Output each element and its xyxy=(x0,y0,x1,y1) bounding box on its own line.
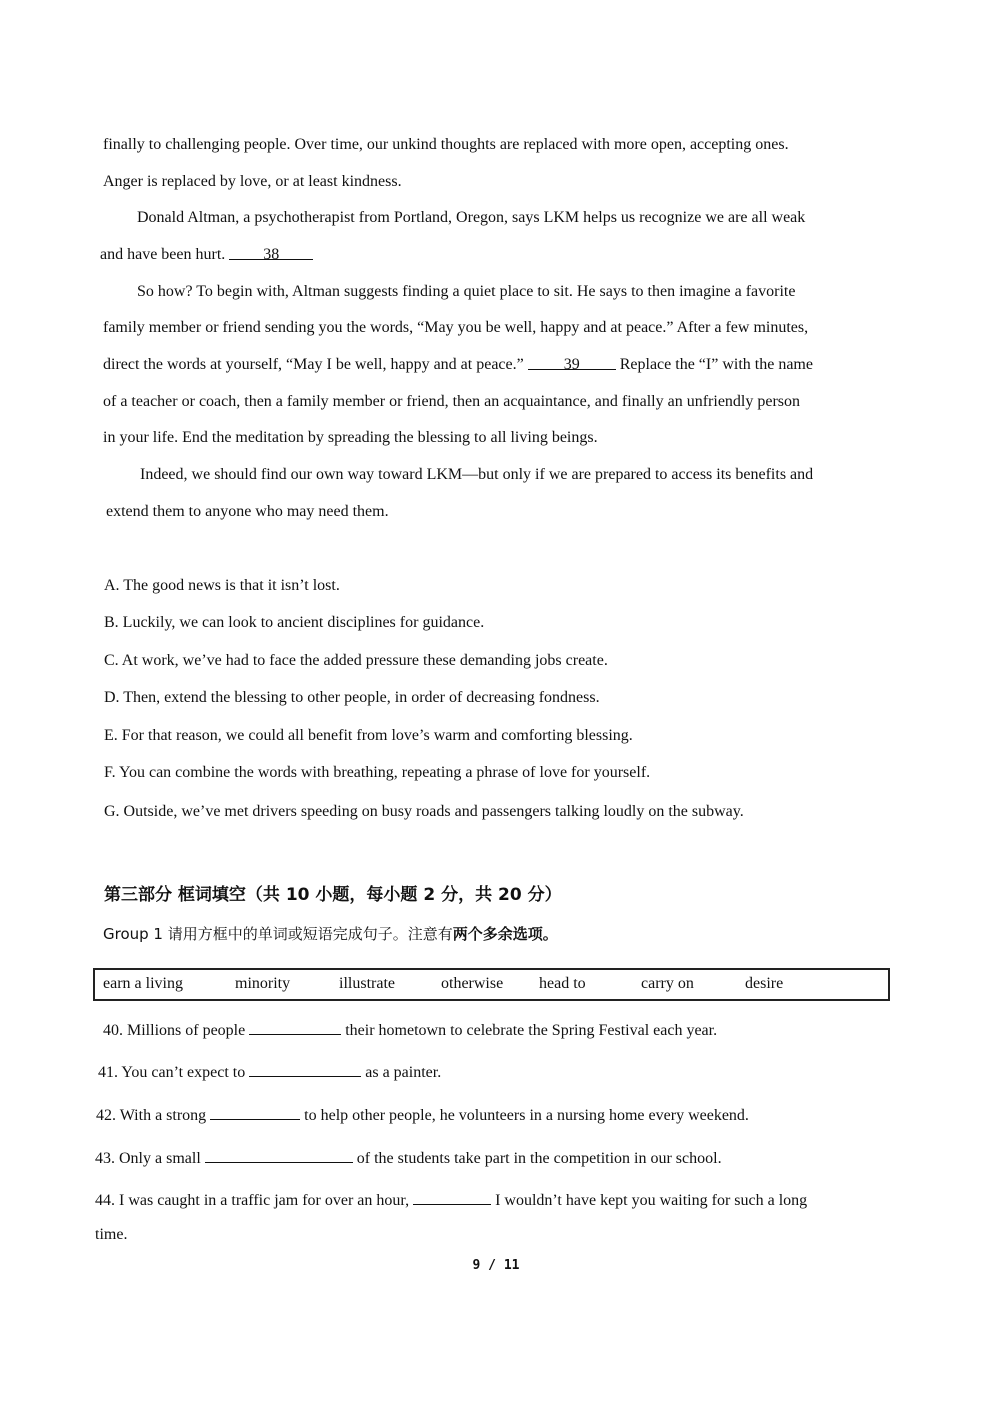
passage-p4-line1: Indeed, we should find our own way toward LKM—but only if we are prepared to access its benefits and xyxy=(140,466,814,483)
group-1-label: Group 1 请用方框中的单词或短语完成句子。注意有 xyxy=(103,925,453,943)
question-41 xyxy=(98,1062,441,1083)
passage-p3-line3 xyxy=(103,355,813,375)
group-1-emphasis: 两个多余选项。 xyxy=(452,925,558,943)
section-3-heading: 第三部分 框词填空（共 10 小题，每小题 2 分，共 20 分） xyxy=(104,885,562,905)
option-g: G. Outside, we’ve met drivers speeding on busy roads and passengers talking loudly on the subway. xyxy=(104,803,744,820)
blank-38 xyxy=(229,245,313,263)
question-40-before: 40. Millions of people xyxy=(103,1022,246,1039)
question-42 xyxy=(96,1105,749,1126)
passage-p2-line1: Donald Altman, a psychotherapist from Portland, Oregon, says LKM helps us recognize we are all weak xyxy=(137,209,806,226)
passage-p3-line3-after: Replace the “I” with the name xyxy=(619,356,813,373)
question-43-after: of the students take part in the competition in our school. xyxy=(356,1150,722,1167)
word-head-to: head to xyxy=(539,975,586,992)
word-carry-on: carry on xyxy=(641,975,694,992)
word-minority: minority xyxy=(235,975,291,992)
question-41-after: as a painter. xyxy=(365,1064,442,1081)
question-42-before: 42. With a strong xyxy=(96,1107,207,1124)
answer-blank-41[interactable] xyxy=(249,1062,361,1077)
word-desire: desire xyxy=(745,975,784,992)
passage-p3-line5: in your life. End the meditation by spreading the blessing to all living beings. xyxy=(103,429,598,446)
answer-blank-42[interactable] xyxy=(210,1105,300,1120)
group-1-instruction xyxy=(103,923,558,944)
word-illustrate: illustrate xyxy=(339,975,395,992)
question-42-after: to help other people, he volunteers in a nursing home every weekend. xyxy=(304,1107,749,1124)
question-43 xyxy=(95,1148,722,1169)
passage-p3-line1: So how? To begin with, Altman suggests finding a quiet place to sit. He says to then imagine a favorite xyxy=(137,283,796,300)
word-earn-a-living: earn a living xyxy=(103,975,183,992)
question-40-after: their hometown to celebrate the Spring Festival each year. xyxy=(345,1022,718,1039)
word-box xyxy=(93,968,890,1001)
blank-39-number: 39 xyxy=(563,356,580,373)
option-e: E. For that reason, we could all benefit from love’s warm and comforting blessing. xyxy=(104,727,633,744)
question-44-line2: time. xyxy=(95,1226,128,1243)
answer-blank-43[interactable] xyxy=(205,1148,353,1163)
option-f: F. You can combine the words with breathing, repeating a phrase of love for yourself. xyxy=(104,764,651,781)
answer-blank-44[interactable] xyxy=(413,1190,491,1205)
answer-blank-40[interactable] xyxy=(249,1020,341,1035)
question-40 xyxy=(103,1020,717,1041)
passage-p1-line2: Anger is replaced by love, or at least kindness. xyxy=(103,173,402,190)
passage-p3-line2: family member or friend sending you the words, “May you be well, happy and at peace.” After a few minutes, xyxy=(103,319,809,336)
page-number: 9 / 11 xyxy=(472,1258,520,1273)
passage-p3-line3-text: direct the words at yourself, “May I be well, happy and at peace.” xyxy=(103,356,524,373)
passage-p2-line2 xyxy=(100,245,313,265)
option-a: A. The good news is that it isn’t lost. xyxy=(104,577,340,594)
question-44-before: 44. I was caught in a traffic jam for over an hour, xyxy=(95,1192,410,1209)
question-43-before: 43. Only a small xyxy=(95,1150,201,1167)
blank-39 xyxy=(528,355,616,373)
option-d: D. Then, extend the blessing to other people, in order of decreasing fondness. xyxy=(104,689,600,706)
passage-p1-line1: finally to challenging people. Over time, our unkind thoughts are replaced with more open, accepting ones. xyxy=(103,136,789,153)
option-b: B. Luckily, we can look to ancient disciplines for guidance. xyxy=(104,614,485,631)
blank-38-number: 38 xyxy=(263,246,280,263)
question-44 xyxy=(95,1190,807,1211)
question-41-before: 41. You can’t expect to xyxy=(98,1064,246,1081)
word-otherwise: otherwise xyxy=(441,975,504,992)
option-c: C. At work, we’ve had to face the added pressure these demanding jobs create. xyxy=(104,652,608,669)
passage-p4-line2: extend them to anyone who may need them. xyxy=(106,503,389,520)
question-44-after: I wouldn’t have kept you waiting for such a long xyxy=(495,1192,808,1209)
passage-p3-line4: of a teacher or coach, then a family member or friend, then an acquaintance, and finally an unfriendly person xyxy=(103,393,801,410)
passage-p2-line2-text: and have been hurt. xyxy=(100,246,226,263)
